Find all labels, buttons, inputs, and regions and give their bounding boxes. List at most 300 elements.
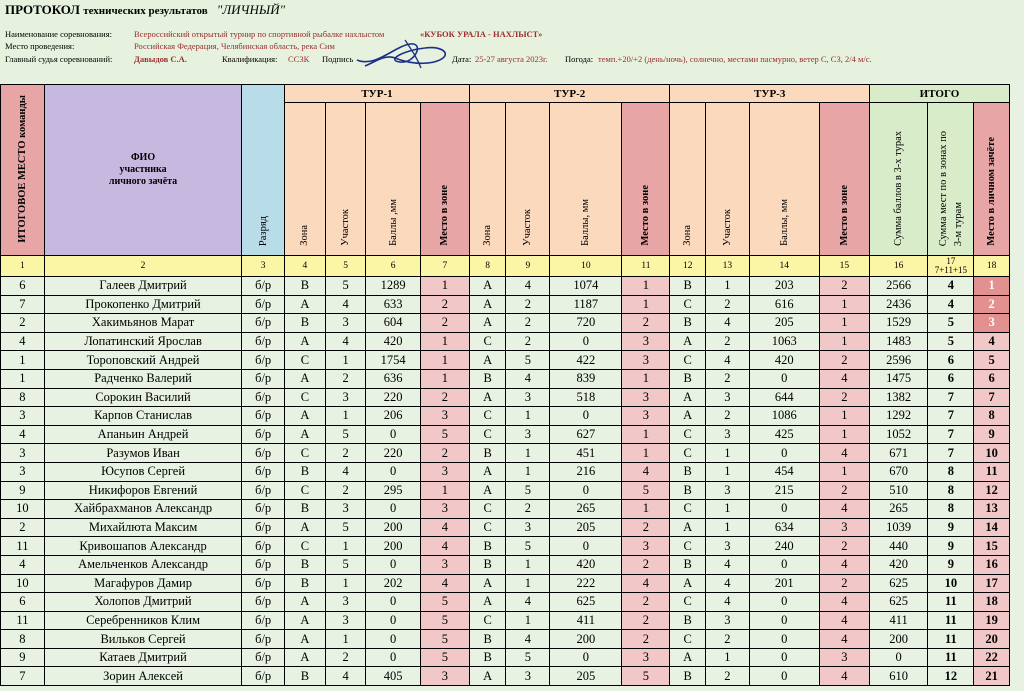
- cell-participant-name: Лопатинский Ярослав: [44, 332, 241, 351]
- cell-personal-place: 16: [974, 555, 1010, 574]
- cell-t1-zone-place: 2: [420, 444, 469, 463]
- cell-participant-name: Кривошапов Александр: [44, 537, 241, 556]
- cell-sum-points: 200: [869, 630, 927, 649]
- cell-t3-sector: 3: [705, 537, 749, 556]
- cell-final-place: 10: [1, 500, 45, 519]
- cell-personal-place: 2: [974, 295, 1010, 314]
- cell-t2-sector: 2: [506, 332, 550, 351]
- col-t3-zone: Зона: [670, 103, 706, 256]
- cell-sum-places: 11: [928, 611, 974, 630]
- label-place: Место проведения:: [5, 41, 75, 51]
- cell-t1-zone: В: [285, 462, 326, 481]
- cell-sum-places: 9: [928, 537, 974, 556]
- cell-t1-points: 206: [366, 407, 420, 426]
- cell-t2-zone: А: [469, 667, 506, 686]
- cell-t3-points: 1086: [749, 407, 819, 426]
- cell-t2-zone: В: [469, 648, 506, 667]
- results-body: [1, 277, 1010, 686]
- col-t1-points: Баллы ,мм: [366, 103, 420, 256]
- cell-t3-points: 0: [749, 593, 819, 612]
- cell-t1-sector: 1: [325, 574, 366, 593]
- cell-sum-places: 7: [928, 388, 974, 407]
- cell-final-place: 2: [1, 314, 45, 333]
- col-number: 4: [285, 256, 326, 277]
- cell-rank: б/р: [242, 481, 285, 500]
- judge-signature: [355, 38, 455, 72]
- cell-t1-sector: 2: [325, 481, 366, 500]
- cell-t3-sector: 4: [705, 555, 749, 574]
- cell-personal-place: 12: [974, 481, 1010, 500]
- cell-t3-zone-place: 2: [819, 537, 869, 556]
- cell-t1-zone: А: [285, 332, 326, 351]
- cell-t2-zone: С: [469, 407, 506, 426]
- label-date: Дата:: [452, 54, 472, 64]
- cell-t2-points: 216: [550, 462, 622, 481]
- col-number: 13: [705, 256, 749, 277]
- cell-t3-points: 203: [749, 277, 819, 296]
- cell-t2-zone-place: 3: [622, 351, 670, 370]
- cell-t3-sector: 1: [705, 277, 749, 296]
- cell-participant-name: Серебренников Клим: [44, 611, 241, 630]
- cell-final-place: 9: [1, 648, 45, 667]
- cell-t2-points: 0: [550, 537, 622, 556]
- col-t1-zone: Зона: [285, 103, 326, 256]
- cell-sum-places: 7: [928, 444, 974, 463]
- cell-t1-points: 200: [366, 537, 420, 556]
- col-number: 17 7+11+15: [928, 256, 974, 277]
- cell-t3-zone-place: 1: [819, 332, 869, 351]
- cell-sum-points: 1483: [869, 332, 927, 351]
- cell-t2-zone-place: 5: [622, 481, 670, 500]
- cell-t3-zone: В: [670, 555, 706, 574]
- cell-participant-name: Разумов Иван: [44, 444, 241, 463]
- cell-t1-zone-place: 1: [420, 369, 469, 388]
- cell-sum-places: 8: [928, 462, 974, 481]
- cell-t1-sector: 3: [325, 593, 366, 612]
- cell-t2-sector: 1: [506, 462, 550, 481]
- cell-t2-points: 411: [550, 611, 622, 630]
- cell-t2-zone-place: 1: [622, 500, 670, 519]
- cell-t2-points: 422: [550, 351, 622, 370]
- cell-t3-zone-place: 4: [819, 667, 869, 686]
- cell-t1-sector: 1: [325, 630, 366, 649]
- cell-t3-zone: А: [670, 407, 706, 426]
- table-row: [1, 407, 1010, 426]
- cell-t2-zone: С: [469, 500, 506, 519]
- cell-t3-points: 0: [749, 667, 819, 686]
- table-row: [1, 444, 1010, 463]
- cell-t3-sector: 1: [705, 500, 749, 519]
- cell-t1-sector: 1: [325, 407, 366, 426]
- cell-personal-place: 10: [974, 444, 1010, 463]
- cell-t3-zone-place: 2: [819, 388, 869, 407]
- col-t1-sector: Участок: [325, 103, 366, 256]
- title-protocol: ПРОТОКОЛ: [5, 2, 80, 17]
- cell-t1-zone-place: 4: [420, 574, 469, 593]
- cell-t1-sector: 2: [325, 444, 366, 463]
- group-tour-3: ТУР-3: [670, 85, 870, 103]
- table-row: [1, 518, 1010, 537]
- cell-participant-name: Катаев Дмитрий: [44, 648, 241, 667]
- cell-t3-points: 425: [749, 425, 819, 444]
- cell-sum-places: 11: [928, 593, 974, 612]
- cell-t1-zone-place: 3: [420, 407, 469, 426]
- cell-rank: б/р: [242, 537, 285, 556]
- table-row: [1, 481, 1010, 500]
- cell-t1-zone-place: 3: [420, 555, 469, 574]
- cell-t2-zone: А: [469, 295, 506, 314]
- cell-t3-points: 0: [749, 444, 819, 463]
- cell-t2-zone-place: 3: [622, 407, 670, 426]
- cell-participant-name: Апаньин Андрей: [44, 425, 241, 444]
- cell-t1-sector: 5: [325, 555, 366, 574]
- cell-participant-name: Радченко Валерий: [44, 369, 241, 388]
- cell-sum-points: 2596: [869, 351, 927, 370]
- cell-t1-zone-place: 5: [420, 611, 469, 630]
- col-number: 15: [819, 256, 869, 277]
- cell-t1-points: 633: [366, 295, 420, 314]
- cell-t1-zone-place: 3: [420, 462, 469, 481]
- cell-rank: б/р: [242, 593, 285, 612]
- cell-t2-sector: 5: [506, 351, 550, 370]
- cell-t3-zone: С: [670, 593, 706, 612]
- cell-t2-zone: А: [469, 574, 506, 593]
- cell-final-place: 2: [1, 518, 45, 537]
- cell-t3-points: 420: [749, 351, 819, 370]
- cell-t3-sector: 2: [705, 667, 749, 686]
- cell-t1-zone: В: [285, 574, 326, 593]
- value-qualification: СС3К: [288, 54, 310, 64]
- cell-t2-zone: В: [469, 369, 506, 388]
- cell-t3-points: 205: [749, 314, 819, 333]
- col-t3-sector: Участок: [705, 103, 749, 256]
- cell-t3-points: 0: [749, 369, 819, 388]
- cell-t3-sector: 3: [705, 611, 749, 630]
- cell-sum-points: 1475: [869, 369, 927, 388]
- cell-sum-places: 12: [928, 667, 974, 686]
- cell-t3-sector: 1: [705, 444, 749, 463]
- cell-t3-points: 1063: [749, 332, 819, 351]
- cell-rank: б/р: [242, 611, 285, 630]
- cell-sum-points: 1039: [869, 518, 927, 537]
- cell-t1-sector: 1: [325, 537, 366, 556]
- cell-t3-zone-place: 1: [819, 314, 869, 333]
- cell-final-place: 4: [1, 425, 45, 444]
- cell-t2-points: 0: [550, 332, 622, 351]
- cell-participant-name: Тороповский Андрей: [44, 351, 241, 370]
- cell-t2-zone: А: [469, 351, 506, 370]
- cell-t2-sector: 3: [506, 667, 550, 686]
- cell-t2-points: 839: [550, 369, 622, 388]
- cell-t2-points: 200: [550, 630, 622, 649]
- cell-t1-zone: С: [285, 388, 326, 407]
- cell-personal-place: 11: [974, 462, 1010, 481]
- cell-t2-sector: 3: [506, 518, 550, 537]
- cell-final-place: 1: [1, 351, 45, 370]
- cell-t3-zone-place: 2: [819, 574, 869, 593]
- cell-participant-name: Галеев Дмитрий: [44, 277, 241, 296]
- cell-t1-sector: 3: [325, 611, 366, 630]
- cell-t1-zone-place: 1: [420, 481, 469, 500]
- cell-t2-zone-place: 2: [622, 314, 670, 333]
- cell-sum-points: 625: [869, 593, 927, 612]
- group-tour-1: ТУР-1: [285, 85, 470, 103]
- cell-t2-points: 1187: [550, 295, 622, 314]
- cell-t2-zone: С: [469, 518, 506, 537]
- cell-sum-places: 10: [928, 574, 974, 593]
- protocol-title: [5, 2, 285, 18]
- cell-t3-points: 0: [749, 630, 819, 649]
- cell-rank: б/р: [242, 369, 285, 388]
- cell-t1-zone: А: [285, 593, 326, 612]
- cell-final-place: 4: [1, 332, 45, 351]
- col-number: 10: [550, 256, 622, 277]
- cell-t1-points: 0: [366, 425, 420, 444]
- cell-t2-zone: А: [469, 481, 506, 500]
- cell-t3-points: 0: [749, 500, 819, 519]
- cell-personal-place: 6: [974, 369, 1010, 388]
- cell-participant-name: Хакимьянов Марат: [44, 314, 241, 333]
- cell-sum-places: 6: [928, 369, 974, 388]
- cell-t3-zone: А: [670, 388, 706, 407]
- table-row: [1, 611, 1010, 630]
- cell-final-place: 7: [1, 295, 45, 314]
- cell-rank: б/р: [242, 462, 285, 481]
- cell-sum-places: 11: [928, 630, 974, 649]
- cell-t1-zone-place: 5: [420, 593, 469, 612]
- cell-final-place: 11: [1, 537, 45, 556]
- cell-t2-sector: 4: [506, 630, 550, 649]
- cell-t3-zone: В: [670, 314, 706, 333]
- cell-sum-points: 265: [869, 500, 927, 519]
- cell-t2-points: 205: [550, 667, 622, 686]
- cell-t1-sector: 3: [325, 388, 366, 407]
- cell-final-place: 9: [1, 481, 45, 500]
- value-judge: Давыдов С.А.: [134, 54, 187, 64]
- cell-t3-zone-place: 4: [819, 611, 869, 630]
- cell-t3-zone-place: 4: [819, 444, 869, 463]
- cell-sum-points: 440: [869, 537, 927, 556]
- cell-t3-zone-place: 1: [819, 462, 869, 481]
- cell-t1-zone: В: [285, 500, 326, 519]
- cell-rank: б/р: [242, 555, 285, 574]
- cell-t1-zone: С: [285, 351, 326, 370]
- cell-rank: б/р: [242, 295, 285, 314]
- cell-t3-zone: В: [670, 277, 706, 296]
- cell-t3-zone: С: [670, 630, 706, 649]
- cell-t3-sector: 3: [705, 481, 749, 500]
- cell-sum-points: 1382: [869, 388, 927, 407]
- cell-t3-zone-place: 1: [819, 407, 869, 426]
- cell-t2-zone-place: 1: [622, 444, 670, 463]
- cell-t1-zone: А: [285, 407, 326, 426]
- title-subtitle: технических результатов: [83, 5, 208, 17]
- cell-t3-zone: С: [670, 425, 706, 444]
- col-rank: Разряд: [242, 85, 285, 256]
- col-t2-points: Баллы, мм: [550, 103, 622, 256]
- cell-t1-sector: 5: [325, 518, 366, 537]
- cell-sum-points: 670: [869, 462, 927, 481]
- cell-t2-sector: 4: [506, 369, 550, 388]
- cell-t3-zone: С: [670, 351, 706, 370]
- cell-sum-places: 9: [928, 555, 974, 574]
- cell-final-place: 1: [1, 369, 45, 388]
- cell-rank: б/р: [242, 425, 285, 444]
- cell-t2-zone: А: [469, 388, 506, 407]
- cell-t1-points: 220: [366, 444, 420, 463]
- cell-participant-name: Вильков Сергей: [44, 630, 241, 649]
- cell-t1-zone-place: 5: [420, 425, 469, 444]
- cell-sum-places: 5: [928, 332, 974, 351]
- cell-t2-zone-place: 4: [622, 574, 670, 593]
- cell-t2-sector: 5: [506, 648, 550, 667]
- col-number: 12: [670, 256, 706, 277]
- cell-t1-sector: 5: [325, 425, 366, 444]
- cell-t1-zone-place: 4: [420, 537, 469, 556]
- cell-t2-sector: 3: [506, 425, 550, 444]
- col-number: 3: [242, 256, 285, 277]
- cell-t1-zone-place: 3: [420, 667, 469, 686]
- cell-t1-sector: 4: [325, 667, 366, 686]
- cell-sum-places: 5: [928, 314, 974, 333]
- cell-personal-place: 7: [974, 388, 1010, 407]
- cell-t2-zone: А: [469, 277, 506, 296]
- cell-t3-sector: 4: [705, 593, 749, 612]
- table-row: [1, 555, 1010, 574]
- cell-participant-name: Прокопенко Дмитрий: [44, 295, 241, 314]
- cell-participant-name: Карпов Станислав: [44, 407, 241, 426]
- cell-t1-zone: А: [285, 611, 326, 630]
- cell-t1-points: 405: [366, 667, 420, 686]
- col-number: 5: [325, 256, 366, 277]
- cell-t1-points: 1289: [366, 277, 420, 296]
- cell-t3-points: 201: [749, 574, 819, 593]
- cell-t3-sector: 1: [705, 518, 749, 537]
- cell-t2-points: 222: [550, 574, 622, 593]
- cell-t2-sector: 1: [506, 444, 550, 463]
- group-total: ИТОГО: [869, 85, 1009, 103]
- table-row: [1, 500, 1010, 519]
- cell-t3-zone: А: [670, 332, 706, 351]
- cell-participant-name: Михайлюта Максим: [44, 518, 241, 537]
- cell-t1-zone-place: 4: [420, 518, 469, 537]
- cell-personal-place: 18: [974, 593, 1010, 612]
- cell-t2-zone: А: [469, 593, 506, 612]
- col-t2-zone-place: Место в зоне: [622, 103, 670, 256]
- col-t2-sector: Участок: [506, 103, 550, 256]
- col-number: 18: [974, 256, 1010, 277]
- cell-t1-points: 202: [366, 574, 420, 593]
- cell-t3-points: 616: [749, 295, 819, 314]
- cell-t1-points: 420: [366, 332, 420, 351]
- table-row: [1, 314, 1010, 333]
- cell-t1-zone: А: [285, 518, 326, 537]
- cell-t3-zone: В: [670, 462, 706, 481]
- cell-t1-zone-place: 2: [420, 388, 469, 407]
- cell-t3-zone: В: [670, 481, 706, 500]
- cell-t1-sector: 3: [325, 314, 366, 333]
- value-weather: темп.+20/+2 (день/ночь), солнечно, местами пасмурно, ветер С, СЗ, 2/4 м/с.: [598, 54, 872, 64]
- cell-final-place: 10: [1, 574, 45, 593]
- table-row: [1, 630, 1010, 649]
- label-judge: Главный судья соревнований:: [5, 54, 113, 64]
- cell-t1-sector: 2: [325, 369, 366, 388]
- cell-sum-places: 4: [928, 277, 974, 296]
- cell-sum-points: 0: [869, 648, 927, 667]
- col-number: 6: [366, 256, 420, 277]
- cell-t3-sector: 2: [705, 407, 749, 426]
- cell-t2-sector: 4: [506, 277, 550, 296]
- cell-t3-zone-place: 4: [819, 555, 869, 574]
- table-row: [1, 351, 1010, 370]
- table-row: [1, 593, 1010, 612]
- cell-t3-sector: 2: [705, 295, 749, 314]
- cell-t2-sector: 1: [506, 407, 550, 426]
- col-number: 1: [1, 256, 45, 277]
- cell-personal-place: 14: [974, 518, 1010, 537]
- cell-t2-zone: С: [469, 332, 506, 351]
- cell-t2-points: 720: [550, 314, 622, 333]
- cell-sum-places: 7: [928, 425, 974, 444]
- cell-t1-points: 295: [366, 481, 420, 500]
- cell-t2-points: 625: [550, 593, 622, 612]
- cell-t2-zone-place: 2: [622, 593, 670, 612]
- col-t2-zone: Зона: [469, 103, 506, 256]
- cell-sum-points: 610: [869, 667, 927, 686]
- cell-sum-points: 2436: [869, 295, 927, 314]
- cell-sum-places: 11: [928, 648, 974, 667]
- cell-rank: б/р: [242, 444, 285, 463]
- cell-t1-zone: А: [285, 648, 326, 667]
- col-number: 8: [469, 256, 506, 277]
- cell-t2-zone: В: [469, 444, 506, 463]
- cell-t2-zone: А: [469, 462, 506, 481]
- cell-participant-name: Амельченков Александр: [44, 555, 241, 574]
- cell-t3-zone-place: 4: [819, 369, 869, 388]
- cell-t1-points: 0: [366, 500, 420, 519]
- cell-participant-name: Зорин Алексей: [44, 667, 241, 686]
- cell-rank: б/р: [242, 314, 285, 333]
- cell-t2-zone-place: 2: [622, 518, 670, 537]
- cell-t3-zone: В: [670, 667, 706, 686]
- cell-sum-points: 1052: [869, 425, 927, 444]
- cell-t1-zone: А: [285, 369, 326, 388]
- cell-final-place: 3: [1, 462, 45, 481]
- cell-t1-points: 636: [366, 369, 420, 388]
- cell-t3-zone-place: 1: [819, 295, 869, 314]
- cell-t1-sector: 2: [325, 648, 366, 667]
- cell-sum-places: 4: [928, 295, 974, 314]
- cell-t2-points: 518: [550, 388, 622, 407]
- cell-t3-zone: С: [670, 444, 706, 463]
- cell-rank: б/р: [242, 351, 285, 370]
- results-table: [0, 84, 1010, 686]
- cell-final-place: 3: [1, 444, 45, 463]
- cell-sum-places: 8: [928, 500, 974, 519]
- cell-t2-zone-place: 3: [622, 537, 670, 556]
- col-number: 14: [749, 256, 819, 277]
- cell-sum-places: 6: [928, 351, 974, 370]
- cell-t3-zone: А: [670, 518, 706, 537]
- cell-t2-zone-place: 2: [622, 630, 670, 649]
- cell-personal-place: 3: [974, 314, 1010, 333]
- cell-t3-sector: 4: [705, 314, 749, 333]
- value-competition: Всероссийский открытый турнир по спортивной рыбалке нахлыстом: [134, 29, 385, 39]
- cell-sum-points: 411: [869, 611, 927, 630]
- cell-t2-zone: В: [469, 555, 506, 574]
- cell-t2-sector: 2: [506, 295, 550, 314]
- cell-rank: б/р: [242, 388, 285, 407]
